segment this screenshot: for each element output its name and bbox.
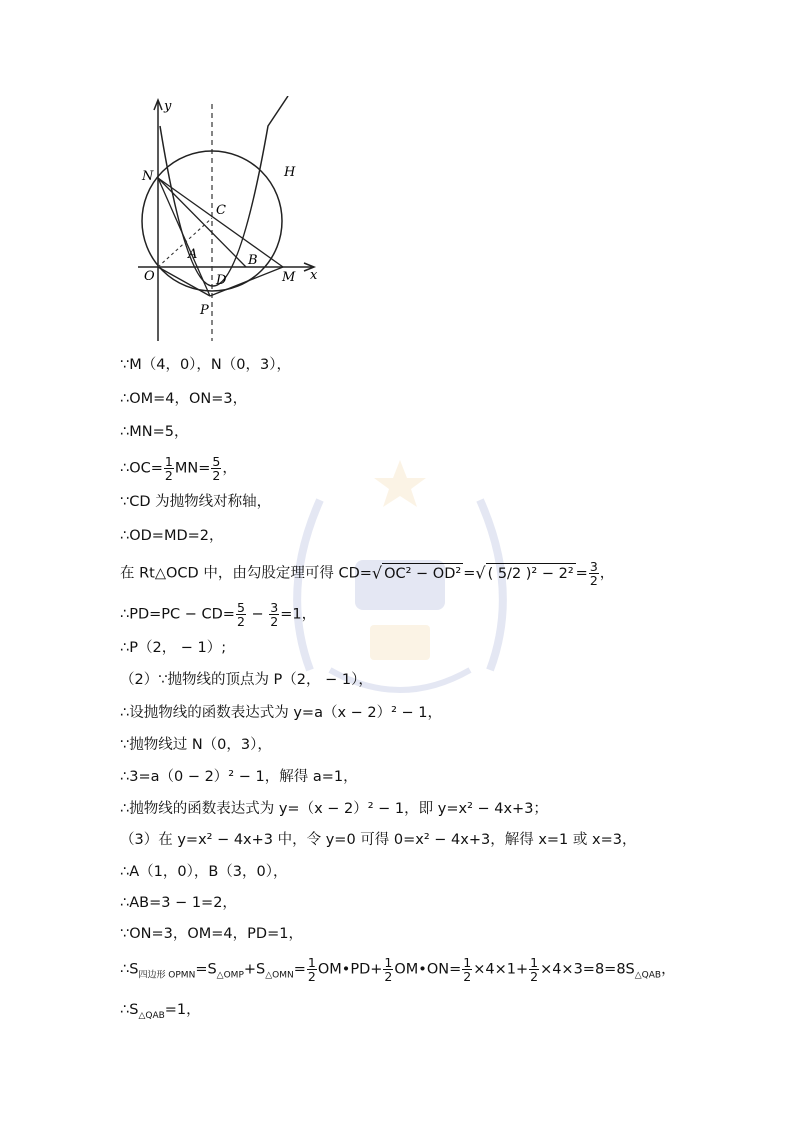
line-13: ∴3=a（0 − 2）² − 1，解得 a=1， bbox=[120, 769, 358, 785]
text: 在 Rt△OCD 中，由勾股定理可得 CD= bbox=[120, 565, 372, 582]
label-o: O bbox=[144, 269, 155, 284]
line-9: ∴P（2， − 1）; bbox=[120, 640, 227, 656]
fraction: $\frac{1}{2}$ bbox=[164, 454, 173, 483]
geometry-figure bbox=[138, 96, 338, 346]
line-8: ∴PD=PC − CD= $\frac{5}{2}$ − $\frac{3}{2}$ =1， bbox=[120, 600, 317, 629]
line-20: $\therefore S_{\triangle QAB}=1$， bbox=[120, 1002, 201, 1021]
line-7: 在 Rt△OCD 中，由勾股定理可得 CD=√ OC² − OD² =√ ( 5/2 )² − 2² = $\frac{3}{2}$ ， bbox=[120, 559, 615, 588]
line-1: ∵M（4，0），N（0，3）， bbox=[120, 357, 291, 373]
line-4 bbox=[120, 455, 237, 482]
line-5: ∵CD 为抛物线对称轴， bbox=[120, 494, 272, 510]
text: MN= bbox=[174, 460, 211, 477]
line-16: ∴A（1，0），B（3，0）， bbox=[120, 864, 288, 880]
line-17: ∴AB=3 − 1=2， bbox=[120, 895, 237, 911]
line-15: （3）在 y=x² − 4x+3 中，令 y=0 可得 0=x² − 4x+3，解得 x=1 或 x=3， bbox=[120, 832, 637, 848]
label-a: A bbox=[188, 247, 198, 262]
label-p: P bbox=[200, 303, 209, 318]
text: ∴OC= bbox=[120, 460, 163, 477]
label-c: C bbox=[216, 203, 226, 218]
fraction: $\frac{1}{2}$ bbox=[307, 955, 316, 984]
fraction: $\frac{3}{2}$ bbox=[270, 600, 279, 629]
line-12: ∵抛物线过 N（0，3）， bbox=[120, 737, 272, 753]
radicand: OC² − OD² bbox=[382, 563, 463, 584]
line-2: ∴OM=4，ON=3， bbox=[120, 391, 248, 407]
line-18: ∵ON=3，OM=4，PD=1， bbox=[120, 926, 303, 942]
fraction: $\frac{3}{2}$ bbox=[589, 559, 598, 588]
coordinate-axes bbox=[138, 100, 314, 341]
label-m: M bbox=[282, 270, 296, 285]
fraction: $\frac{1}{2}$ bbox=[384, 955, 393, 984]
label-y: y bbox=[164, 99, 172, 114]
label-n: N bbox=[142, 169, 154, 184]
line-11: ∴设抛物线的函数表达式为 y=a（x − 2）² − 1， bbox=[120, 705, 443, 721]
label-h: H bbox=[284, 165, 296, 180]
label-x: x bbox=[310, 268, 318, 283]
line-14: ∴抛物线的函数表达式为 y=（x − 2）² − 1，即 y=x² − 4x+3； bbox=[120, 801, 548, 817]
line-3: ∴MN=5， bbox=[120, 424, 189, 440]
fraction: $\frac{5}{2}$ bbox=[212, 454, 221, 483]
fraction: $\frac{5}{2}$ bbox=[236, 600, 245, 629]
label-d: D bbox=[216, 273, 227, 288]
label-b: B bbox=[248, 253, 258, 268]
fraction: $\frac{1}{2}$ bbox=[530, 955, 539, 984]
dashed-oc bbox=[158, 218, 212, 267]
radicand: ( 5/2 )² − 2² bbox=[486, 563, 576, 584]
line-6: ∴OD=MD=2， bbox=[120, 528, 224, 544]
line-10: （2）∵抛物线的顶点为 P（2， − 1）， bbox=[120, 672, 373, 688]
fraction: $\frac{1}{2}$ bbox=[463, 955, 472, 984]
line-19: $\therefore S_{四边形 OPMN}=S_{\triangle OMP}+S_{\triangle OMN}=$ $\frac{1}{2}$ OM•PD+ $\frac{1}{2}$ OM•ON= $\frac{1}{2}$ ×4×1+ $\frac{1}{2}$ $\times 4\times 3=8=8S_{\triangle QAB}$， bbox=[120, 955, 676, 984]
text: ， bbox=[222, 460, 237, 477]
